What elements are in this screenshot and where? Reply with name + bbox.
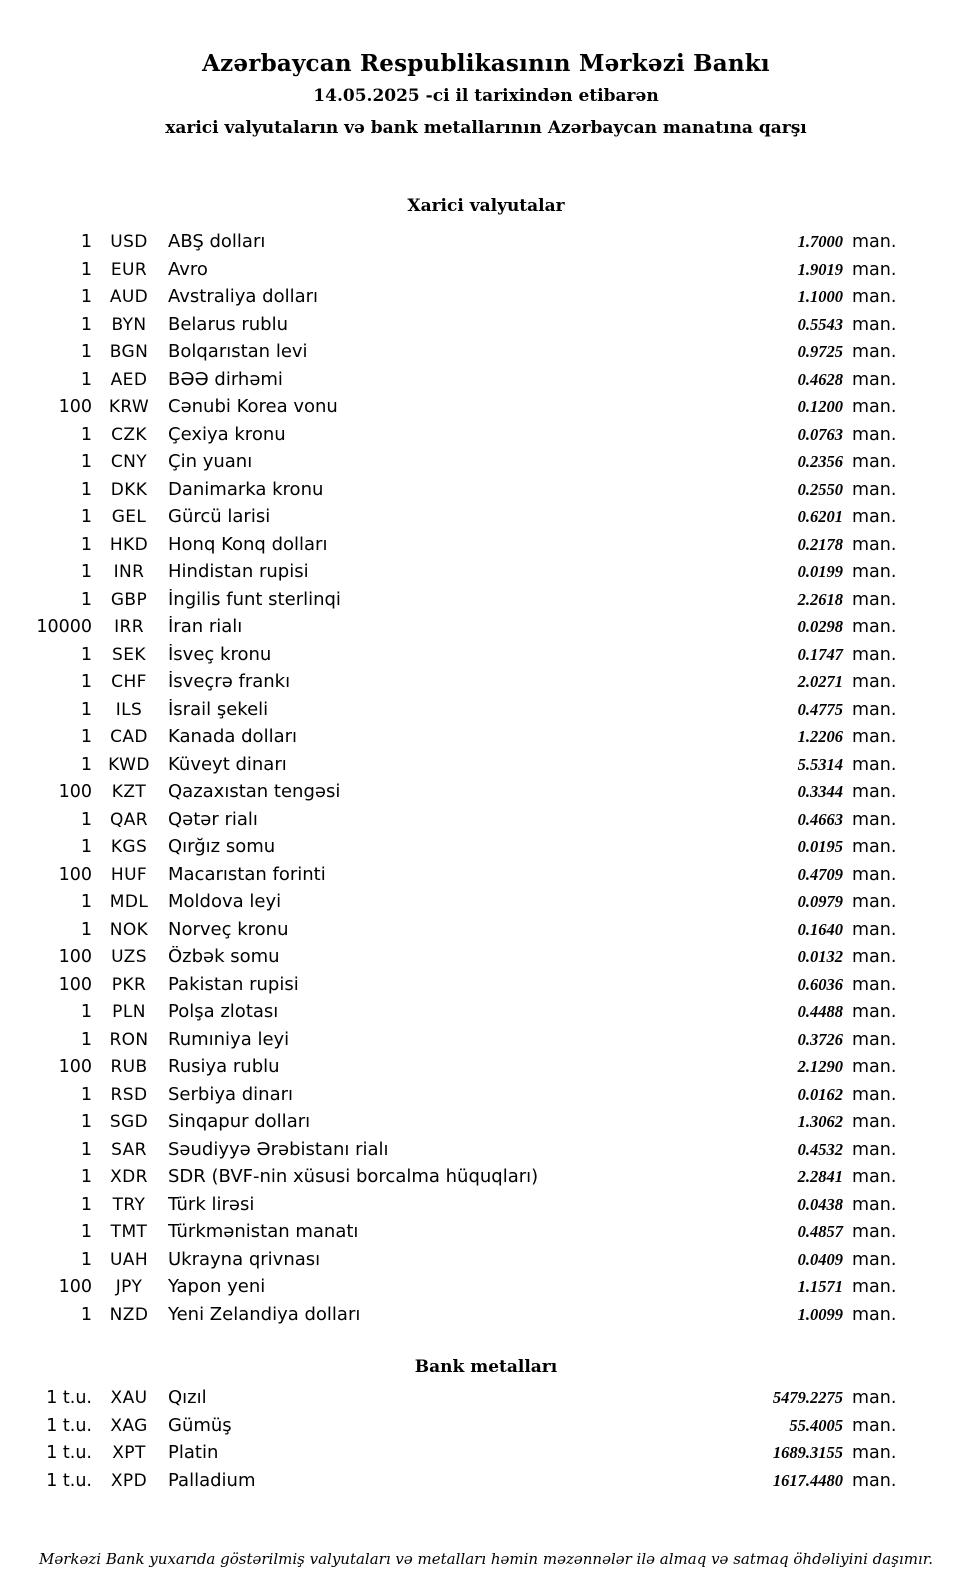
quantity-cell: 1 t.u. <box>46 1443 92 1463</box>
rate-value-cell: 0.4488 <box>797 1002 843 1021</box>
currency-name-cell: Cənubi Korea vonu <box>168 396 338 417</box>
rate-value-cell: 0.6036 <box>797 974 843 994</box>
currency-row <box>0 616 904 644</box>
currency-code-cell: DKK <box>110 479 148 500</box>
rate-value-cell: 1.3062 <box>797 1112 843 1131</box>
quantity-cell: 1 <box>80 369 92 390</box>
currency-row <box>0 891 904 919</box>
currency-name-cell: Çexiya kronu <box>168 423 286 445</box>
section-title-currencies: Xarici valyutalar <box>407 196 565 216</box>
currency-name-cell: Türk lirəsi <box>168 1193 255 1215</box>
rate-unit-cell: man. <box>852 287 897 307</box>
rate-value-cell: 0.4628 <box>797 369 843 389</box>
rate-unit-cell: man. <box>852 809 897 830</box>
metal-row <box>0 1415 904 1443</box>
rate-value-cell: 0.0763 <box>797 424 843 444</box>
currency-row <box>0 1084 904 1112</box>
metal-code-cell: XPT <box>112 1443 146 1463</box>
rate-unit-cell: man. <box>852 727 897 747</box>
quantity-cell: 1 <box>80 479 92 500</box>
rate-value-cell: 0.0409 <box>797 1249 843 1269</box>
currency-code-cell: GEL <box>111 507 147 527</box>
currency-row <box>0 974 904 1002</box>
currency-code-cell: GBP <box>110 589 148 610</box>
currency-name-cell: Qətər rialı <box>168 808 258 830</box>
rate-unit-cell: man. <box>852 1304 897 1325</box>
rate-unit-cell: man. <box>852 232 897 252</box>
quantity-cell: 100 <box>58 1057 92 1077</box>
currency-code-cell: RUB <box>110 1057 148 1077</box>
rate-unit-cell: man. <box>852 1167 897 1187</box>
quantity-cell: 1 <box>80 727 92 747</box>
rate-value-cell: 0.4709 <box>797 864 843 884</box>
rate-unit-cell: man. <box>852 1194 897 1215</box>
rate-value-cell: 0.0162 <box>797 1084 843 1104</box>
currency-code-cell: MDL <box>109 892 149 912</box>
currency-row <box>0 369 904 397</box>
rate-unit-cell: man. <box>852 1112 897 1132</box>
currency-name-cell: Rusiya rublu <box>168 1056 280 1077</box>
currency-row <box>0 561 904 589</box>
rate-unit-cell: man. <box>852 452 897 472</box>
quantity-cell: 1 <box>80 644 92 665</box>
currency-name-cell: Türkmənistan manatı <box>168 1221 359 1242</box>
currency-code-cell: RSD <box>110 1084 148 1105</box>
currency-name-cell: İsveç kronu <box>168 643 272 665</box>
currency-code-cell: NOK <box>109 919 149 940</box>
rate-unit-cell: man. <box>852 837 897 857</box>
rate-unit-cell: man. <box>852 1029 897 1050</box>
currency-name-cell: İsveçrə frankı <box>168 671 291 692</box>
currency-row <box>0 699 904 727</box>
rate-value-cell: 0.9725 <box>797 342 843 361</box>
currency-code-cell: TMT <box>110 1222 148 1242</box>
rate-value-cell: 1617.4480 <box>772 1470 843 1490</box>
currency-row <box>0 1166 904 1194</box>
currency-row <box>0 1276 904 1304</box>
quantity-cell: 1 <box>80 1167 92 1187</box>
currency-row <box>0 286 904 314</box>
quantity-cell: 100 <box>58 947 92 967</box>
currency-name-cell: Norveç kronu <box>168 918 289 940</box>
currency-row <box>0 1221 904 1249</box>
quantity-cell: 1 <box>80 672 92 692</box>
quantity-cell: 100 <box>58 782 92 802</box>
rate-unit-cell: man. <box>852 507 897 527</box>
currency-code-cell: KWD <box>108 754 150 775</box>
rate-unit-cell: man. <box>852 1084 897 1105</box>
quantity-cell: 100 <box>58 397 92 417</box>
rate-value-cell: 1.1571 <box>797 1277 843 1296</box>
currency-code-cell: SGD <box>109 1112 149 1132</box>
rate-value-cell: 0.5543 <box>797 314 843 334</box>
quantity-cell: 10000 <box>36 617 92 637</box>
quantity-cell: 1 <box>80 892 92 912</box>
quantity-cell: 100 <box>58 864 92 885</box>
metal-table <box>0 1387 972 1497</box>
rate-unit-cell: man. <box>852 1222 897 1242</box>
rate-value-cell: 0.2550 <box>797 479 843 499</box>
currency-row <box>0 314 904 342</box>
quantity-cell: 1 <box>80 1029 92 1050</box>
quantity-cell: 1 t.u. <box>46 1470 92 1491</box>
currency-name-cell: BƏƏ dirhəmi <box>168 368 283 390</box>
currency-name-cell: Səudiyyə Ərəbistanı rialı <box>168 1138 389 1160</box>
rate-value-cell: 0.4857 <box>797 1222 843 1241</box>
metal-code-cell: XAG <box>110 1415 148 1436</box>
currency-row <box>0 1249 904 1277</box>
rate-value-cell: 2.2618 <box>797 589 843 609</box>
currency-code-cell: CNY <box>110 452 148 472</box>
quantity-cell: 1 <box>80 699 92 720</box>
currency-row <box>0 341 904 369</box>
quantity-cell: 1 <box>80 809 92 830</box>
quantity-cell: 1 t.u. <box>46 1415 92 1436</box>
currency-name-cell: Sinqapur dolları <box>168 1111 311 1132</box>
currency-name-cell: Macarıstan forinti <box>168 863 326 885</box>
currency-name-cell: Ukrayna qrivnası <box>168 1248 321 1270</box>
quantity-cell: 1 <box>80 1112 92 1132</box>
metal-code-cell: XPD <box>110 1470 148 1491</box>
rate-unit-cell: man. <box>852 1443 897 1463</box>
rate-unit-cell: man. <box>852 782 897 802</box>
currency-code-cell: KZT <box>111 782 147 802</box>
rate-unit-cell: man. <box>852 699 897 720</box>
quantity-cell: 1 <box>80 1304 92 1325</box>
currency-code-cell: KGS <box>110 837 148 857</box>
rate-value-cell: 0.4663 <box>797 809 843 829</box>
currency-code-cell: JPY <box>115 1277 143 1297</box>
page-title: Azərbaycan Respublikasının Mərkəzi Bankı <box>202 50 770 77</box>
currency-name-cell: Küveyt dinarı <box>168 753 287 775</box>
quantity-cell: 1 <box>80 1194 92 1215</box>
quantity-cell: 1 <box>80 562 92 582</box>
currency-row <box>0 644 904 672</box>
currency-code-cell: CHF <box>111 672 147 692</box>
currency-row <box>0 589 904 617</box>
currency-name-cell: Çin yuanı <box>168 451 253 472</box>
currency-code-cell: IRR <box>114 617 144 637</box>
currency-row <box>0 809 904 837</box>
currency-name-cell: İran rialı <box>168 616 243 637</box>
currency-row <box>0 836 904 864</box>
currency-code-cell: HKD <box>109 534 149 555</box>
currency-name-cell: Avro <box>168 258 208 280</box>
metal-name-cell: Palladium <box>168 1469 256 1491</box>
quantity-cell: 1 <box>80 314 92 335</box>
rate-value-cell: 0.0199 <box>797 562 843 581</box>
metal-row <box>0 1442 904 1470</box>
rate-value-cell: 0.0979 <box>797 892 843 911</box>
quantity-cell: 1 <box>80 342 92 362</box>
rate-value-cell: 0.3344 <box>797 782 843 801</box>
rate-value-cell: 0.0298 <box>797 617 843 636</box>
description-line: xarici valyutaların və bank metallarının Azərbaycan manatına qarşı <box>165 118 807 138</box>
currency-row <box>0 479 904 507</box>
section-title-metals: Bank metalları <box>414 1357 558 1377</box>
rate-unit-cell: man. <box>852 1057 897 1077</box>
quantity-cell: 1 <box>80 1002 92 1022</box>
currency-name-cell: Hindistan rupisi <box>168 561 309 582</box>
currency-code-cell: AED <box>110 369 148 390</box>
rate-unit-cell: man. <box>852 397 897 417</box>
rate-unit-cell: man. <box>852 589 897 610</box>
rate-unit-cell: man. <box>852 314 897 335</box>
currency-code-cell: HUF <box>110 864 148 885</box>
quantity-cell: 1 <box>80 1084 92 1105</box>
rate-value-cell: 1.0099 <box>797 1304 843 1324</box>
rate-unit-cell: man. <box>852 562 897 582</box>
quantity-cell: 1 <box>80 1222 92 1242</box>
currency-row <box>0 671 904 699</box>
rate-unit-cell: man. <box>852 1249 897 1270</box>
quantity-cell: 1 <box>80 452 92 472</box>
currency-row <box>0 1001 904 1029</box>
rate-unit-cell: man. <box>852 947 897 967</box>
currency-code-cell: EUR <box>110 259 148 280</box>
currency-row <box>0 1194 904 1222</box>
rate-unit-cell: man. <box>852 424 897 445</box>
currency-row <box>0 781 904 809</box>
rate-value-cell: 0.3726 <box>797 1029 843 1049</box>
metal-name-cell: Qızıl <box>168 1387 207 1408</box>
rate-unit-cell: man. <box>852 259 897 280</box>
currency-row <box>0 424 904 452</box>
currency-code-cell: QAR <box>109 809 149 830</box>
quantity-cell: 1 <box>80 837 92 857</box>
currency-code-cell: PLN <box>112 1002 146 1022</box>
currency-name-cell: Gürcü larisi <box>168 506 271 527</box>
currency-name-cell: Honq Konq dolları <box>168 533 328 555</box>
currency-name-cell: Rumıniya leyi <box>168 1028 290 1050</box>
rate-value-cell: 1.2206 <box>797 727 843 746</box>
rate-value-cell: 0.1747 <box>797 644 843 664</box>
currency-table <box>0 231 972 1331</box>
quantity-cell: 1 <box>80 754 92 775</box>
quantity-cell: 1 <box>80 1249 92 1270</box>
currency-code-cell: BGN <box>109 342 149 362</box>
currency-row <box>0 259 904 287</box>
quantity-cell: 1 <box>80 1139 92 1160</box>
currency-name-cell: Bolqarıstan levi <box>168 341 308 362</box>
rate-value-cell: 1.7000 <box>797 232 843 251</box>
currency-name-cell: İsrail şekeli <box>168 698 269 720</box>
currency-row <box>0 451 904 479</box>
quantity-cell: 1 <box>80 259 92 280</box>
rate-value-cell: 55.4005 <box>789 1415 843 1435</box>
currency-name-cell: Polşa zlotası <box>168 1001 279 1022</box>
currency-name-cell: İngilis funt sterlinqi <box>168 588 341 610</box>
currency-code-cell: PKR <box>111 974 147 995</box>
currency-row <box>0 919 904 947</box>
rate-value-cell: 0.1200 <box>797 397 843 416</box>
effective-date-line: 14.05.2025 -ci il tarixindən etibarən <box>313 86 659 106</box>
currency-name-cell: Serbiya dinarı <box>168 1083 293 1105</box>
rate-unit-cell: man. <box>852 974 897 995</box>
rate-unit-cell: man. <box>852 1139 897 1160</box>
currency-row <box>0 726 904 754</box>
currency-row <box>0 396 904 424</box>
rate-unit-cell: man. <box>852 1388 897 1408</box>
currency-name-cell: Özbək somu <box>168 946 280 967</box>
quantity-cell: 100 <box>58 974 92 995</box>
rate-value-cell: 0.4532 <box>797 1139 843 1159</box>
metal-row <box>0 1470 904 1498</box>
rate-unit-cell: man. <box>852 479 897 500</box>
rate-value-cell: 0.0195 <box>797 837 843 856</box>
rate-unit-cell: man. <box>852 672 897 692</box>
currency-code-cell: XDR <box>110 1167 148 1187</box>
currency-row <box>0 534 904 562</box>
currency-code-cell: SEK <box>112 644 146 665</box>
rate-unit-cell: man. <box>852 1277 897 1297</box>
currency-code-cell: UZS <box>111 947 147 967</box>
currency-name-cell: Yapon yeni <box>168 1276 266 1297</box>
footer-disclaimer: Mərkəzi Bank yuxarıda göstərilmiş valyutaları və metalları həmin məzənnələr ilə almaq və satmaq öhdəliyini daşımır. <box>38 1550 934 1568</box>
currency-name-cell: Danimarka kronu <box>168 478 324 500</box>
currency-name-cell: Qırğız somu <box>168 836 276 857</box>
currency-row <box>0 946 904 974</box>
quantity-cell: 1 <box>80 919 92 940</box>
rate-value-cell: 0.0438 <box>797 1194 843 1214</box>
rate-unit-cell: man. <box>852 919 897 940</box>
rate-value-cell: 0.2356 <box>797 452 843 471</box>
currency-name-cell: Qazaxıstan tengəsi <box>168 781 341 802</box>
quantity-cell: 1 <box>80 424 92 445</box>
currency-code-cell: KRW <box>108 397 150 417</box>
rate-value-cell: 1.9019 <box>797 259 843 279</box>
rate-unit-cell: man. <box>852 864 897 885</box>
currency-name-cell: Pakistan rupisi <box>168 973 299 995</box>
currency-code-cell: SAR <box>111 1139 147 1160</box>
rate-unit-cell: man. <box>852 892 897 912</box>
metal-code-cell: XAU <box>110 1388 148 1408</box>
rate-value-cell: 0.1640 <box>797 919 843 939</box>
currency-row <box>0 1139 904 1167</box>
rate-unit-cell: man. <box>852 617 897 637</box>
quantity-cell: 100 <box>58 1277 92 1297</box>
quantity-cell: 1 <box>80 287 92 307</box>
currency-name-cell: Yeni Zelandiya dolları <box>168 1303 361 1325</box>
rate-value-cell: 2.2841 <box>797 1167 843 1186</box>
rate-value-cell: 2.1290 <box>797 1057 843 1076</box>
rate-value-cell: 2.0271 <box>797 672 843 691</box>
currency-code-cell: TRY <box>112 1194 146 1215</box>
currency-row <box>0 754 904 782</box>
currency-row <box>0 864 904 892</box>
currency-row <box>0 1056 904 1084</box>
currency-code-cell: UAH <box>109 1249 149 1270</box>
rate-value-cell: 5.5314 <box>797 754 843 774</box>
currency-code-cell: INR <box>113 562 145 582</box>
currency-code-cell: USD <box>110 232 148 252</box>
quantity-cell: 1 t.u. <box>46 1388 92 1408</box>
currency-row <box>0 1111 904 1139</box>
rate-value-cell: 0.0132 <box>797 947 843 966</box>
rate-unit-cell: man. <box>852 1002 897 1022</box>
rate-unit-cell: man. <box>852 369 897 390</box>
currency-name-cell: Belarus rublu <box>168 313 289 335</box>
currency-row <box>0 506 904 534</box>
currency-code-cell: AUD <box>109 287 149 307</box>
rate-unit-cell: man. <box>852 644 897 665</box>
currency-name-cell: Avstraliya dolları <box>168 286 319 307</box>
currency-name-cell: Kanada dolları <box>168 726 298 747</box>
rate-value-cell: 0.6201 <box>797 507 843 526</box>
currency-row <box>0 231 904 259</box>
rate-unit-cell: man. <box>852 1470 897 1491</box>
currency-row <box>0 1029 904 1057</box>
quantity-cell: 1 <box>80 534 92 555</box>
quantity-cell: 1 <box>80 589 92 610</box>
currency-code-cell: BYN <box>111 314 147 335</box>
metal-row <box>0 1387 904 1415</box>
currency-code-cell: RON <box>109 1029 149 1050</box>
currency-code-cell: ILS <box>115 699 143 720</box>
metal-name-cell: Platin <box>168 1442 219 1463</box>
currency-name-cell: Moldova leyi <box>168 891 282 912</box>
currency-code-cell: CZK <box>111 424 147 445</box>
currency-code-cell: NZD <box>109 1304 149 1325</box>
currency-name-cell: ABŞ dolları <box>168 231 266 252</box>
rate-unit-cell: man. <box>852 1415 897 1436</box>
currency-row <box>0 1304 904 1332</box>
rate-value-cell: 5479.2275 <box>772 1388 843 1407</box>
rate-unit-cell: man. <box>852 754 897 775</box>
metal-name-cell: Gümüş <box>168 1414 232 1436</box>
quantity-cell: 1 <box>80 507 92 527</box>
quantity-cell: 1 <box>80 232 92 252</box>
currency-name-cell: SDR (BVF-nin xüsusi borcalma hüquqları) <box>168 1166 539 1187</box>
rate-value-cell: 0.4775 <box>797 699 843 719</box>
rate-value-cell: 1689.3155 <box>772 1443 843 1462</box>
currency-code-cell: CAD <box>110 727 148 747</box>
rate-value-cell: 0.2178 <box>797 534 843 554</box>
rate-value-cell: 1.1000 <box>797 287 843 306</box>
rate-unit-cell: man. <box>852 342 897 362</box>
rate-unit-cell: man. <box>852 534 897 555</box>
